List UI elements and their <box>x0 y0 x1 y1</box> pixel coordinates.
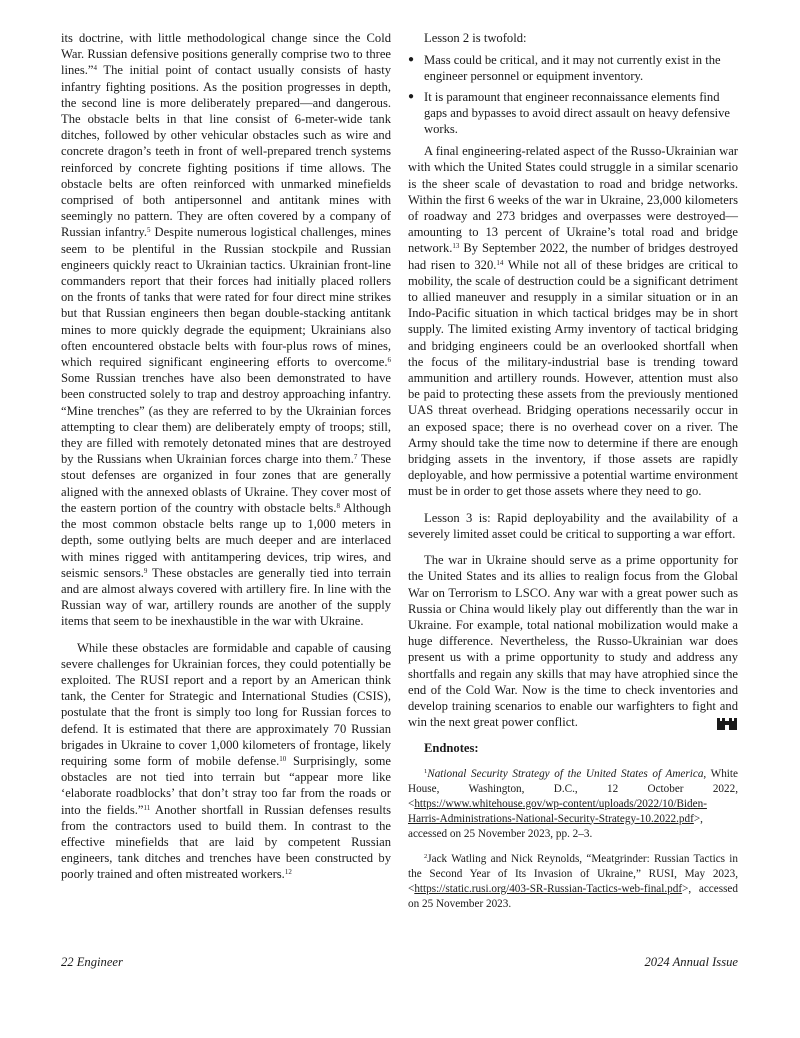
body-paragraph: its doctrine, with little methodological change since the Cold War. Russian defensive positions generally comprise two to three lines.”$^4$ The initial point of contact usually consists of hasty infantry fighting positions. As the position progresses in depth, the second line is more deliberately prepared—and dangerous. The obstacle belts in that line consist of 6-meter-wide tank ditches, followed by other vehicular obstacles such as wire and concrete dragon’s teeth in front of well-prepared trench systems reinforced by concrete fighting positions if time allows. The obstacle belts are often reinforced with unmarked minefields comprised of both antipersonnel and antitank mines with seemingly no pattern. They are often covered by a company of Russian infantry.$^5$ Despite numerous logistical challenges, mines seem to be plentiful in the Russian stockpile and Russian engineers quickly react to Ukrainian tactics. Ukrainian front-line commanders report that their forces had initially placed rollers on the fronts of tanks that were rated for four direct mine strikes but that Russian engineers then began double-stacking antitank mines to more quickly degrade the equipment; Ukrainians also often encountered obstacle belts with four-plus rows of mines, which required significant engineering efforts to overcome.$^6$ Some Russian trenches have also been demonstrated to have been constructed solely to trap and destroy approaching infantry. “Mine trenches” (as they are referred to by the Ukrainian forces attempting to clear them) are deliberately empty of troops; still, they are filled with remotely detonated mines that are destroyed by the Russians when Ukrainian forces charge into them.$^7$ These stout defenses are organized in four zones that are generally aligned with the annexed oblasts of Ukraine. They cover most of the eastern portion of the country with obstacle belts.$^8$ Although the most common obstacle belts range up to 1,000 meters in depth, some outlying belts are much deeper and are interlaced with mines rigged with antitampering devices, trip wires, and seismic sensors.$^9$ These obstacles are generally tied into terrain and are almost always covered with artillery fire. In line with the Russian way of war, artillery rounds are another of the supply items that seem to be inexhaustible in the war with Ukraine. <box>61 31 392 629</box>
footnote-ref[interactable]: 4 <box>93 64 98 73</box>
footnote-ref[interactable]: 14 <box>496 258 504 267</box>
footnote-ref[interactable]: 10 <box>279 754 287 763</box>
lesson-3: Lesson 3 is: Rapid deployability and the availability of a severely limited asset could be critical to supporting a war effort. <box>408 510 738 541</box>
endnote-link[interactable]: https://www.whitehouse.gov/wp-content/uploads/2022/10/Biden-Harris-Administrations-National-Security-Strategy-10.2022.pdf <box>408 797 707 825</box>
bullet-item: ● Mass could be critical, and it may not currently exist in the engineer personnel or equipment inventory. <box>408 52 738 84</box>
left-column <box>61 30 391 893</box>
footer-issue-label: 2024 Annual Issue <box>644 955 738 969</box>
footnote-ref[interactable]: 9 <box>143 566 148 575</box>
engineer-castle-icon <box>716 716 738 730</box>
endnote-2: $^2$Jack Watling and Nick Reynolds, “Meatgrinder: Russian Tactics in the Second Year of Its Invasion of Ukraine,” RUSI, May 2023, <https://static.rusi.org/403-SR-Russian-Tactics-web-final.pdf>, accessed on 25 November 2023. <box>408 852 738 910</box>
footnote-ref[interactable]: 7 <box>353 453 358 462</box>
footnote-ref[interactable]: 8 <box>336 501 340 510</box>
body-paragraph: While these obstacles are formidable and capable of causing severe challenges for Ukrainian forces, they could potentially be exploited. The RUSI report and a report by an American think tank, the Center for Strategic and International Studies (CSIS), postulate that the front is simply too long for Russian forces to defend. It is estimated that there are approximately 70 Russian brigades in Ukraine to cover 1,000 kilometers of frontage, likely requiring some form of mobile defense.$^{10}$ Surprisingly, some obstacles are not tied into terrain but “appear more like ‘elaborate roadblocks’ that don’t stray too far from the roads or into the fields.”$^{11}$ Another shortfall in Russian defenses results from the contractors used to build them. In contrast to the effective minefields that are laid by competent Russian engineers, tank ditches and trenches have been constructed by poorly trained and often mistreated workers.$^{12}$ <box>61 640 392 882</box>
footnote-ref[interactable]: 12 <box>284 868 292 877</box>
footer-page-label: 22 Engineer <box>61 955 123 969</box>
endnote-link[interactable]: https://static.rusi.org/403-SR-Russian-Tactics-web-final.pdf <box>414 882 683 895</box>
footnote-ref[interactable]: 13 <box>452 242 460 251</box>
footnote-ref[interactable]: 5 <box>147 226 151 235</box>
lesson-2-intro: Lesson 2 is twofold: <box>424 31 527 45</box>
footnote-ref[interactable]: 11 <box>143 803 151 812</box>
right-column <box>408 30 738 922</box>
body-paragraph-closing: The war in Ukraine should serve as a prime opportunity for the United States and its allies to realign focus from the Global War on Terrorism to LSCO. Any war with a great power such as Russia or China would likely play out differently than the war in Ukraine. For example, total national mobilization would make a huge difference. Nevertheless, the Russo-Ukrainian war does present us with a prime opportunity to study and address any shortfalls and regain any skills that may have atrophied since the end of the Cold War. Now is the time to check inventories and develop training scenarios to enable our warfighters to fight and win the next great power conflict. <box>408 553 738 730</box>
bullet-item: ● It is paramount that engineer reconnaissance elements find gaps and bypasses to avoid direct assault on heavy defensive works. <box>408 89 738 138</box>
endnote-1: $^1$National Security Strategy of the United States of America, White House, Washington, D.C., 12 October 2022, <https://www.whitehouse.gov/wp-content/uploads/2022/10/Biden-Harris-Administrations-National-Security-Strategy-10.2022.pdf>, accessed on 25 November 2023, pp. 2–3. <box>408 767 738 840</box>
endnotes-heading: Endnotes: <box>424 741 479 756</box>
body-paragraph: A final engineering-related aspect of the Russo-Ukrainian war with which the United States could struggle in a similar scenario is the sheer scale of devastation to road and bridge networks. Within the first 6 weeks of the war in Ukraine, 23,000 kilometers of roadway and 273 bridges and overpasses were destroyed—amounting to 13 percent of Ukraine’s total road and bridge network.$^{13}$ By September 2022, the number of bridges destroyed had risen to 320.14 While not all of these bridges are critical to mobility, the scale of destruction could be a significant detriment to allied maneuver and resupply in a similar situation or in an Indo-Pacific situation in which tactical bridges may be in short supply. The limited existing Army inventory of tactical bridging and bridging engineers could be an overlooked shortfall when the focus of the military-industrial base is trending toward ammunition and artillery rounds. However, attention must also be paid to protecting these assets from the previously mentioned UAS threat overhead. Bridging operations necessarily occur in an exposed space; there is no overhead cover on a river. The Army should take the time now to determine if there are enough bridging assets in the inventory, if those assets are rapidly deployable, and how permissive a potential wartime environment must be in order to get those assets where they need to go. <box>408 144 738 499</box>
lesson-2-bullets <box>408 52 738 137</box>
footnote-ref[interactable]: 6 <box>387 356 391 365</box>
